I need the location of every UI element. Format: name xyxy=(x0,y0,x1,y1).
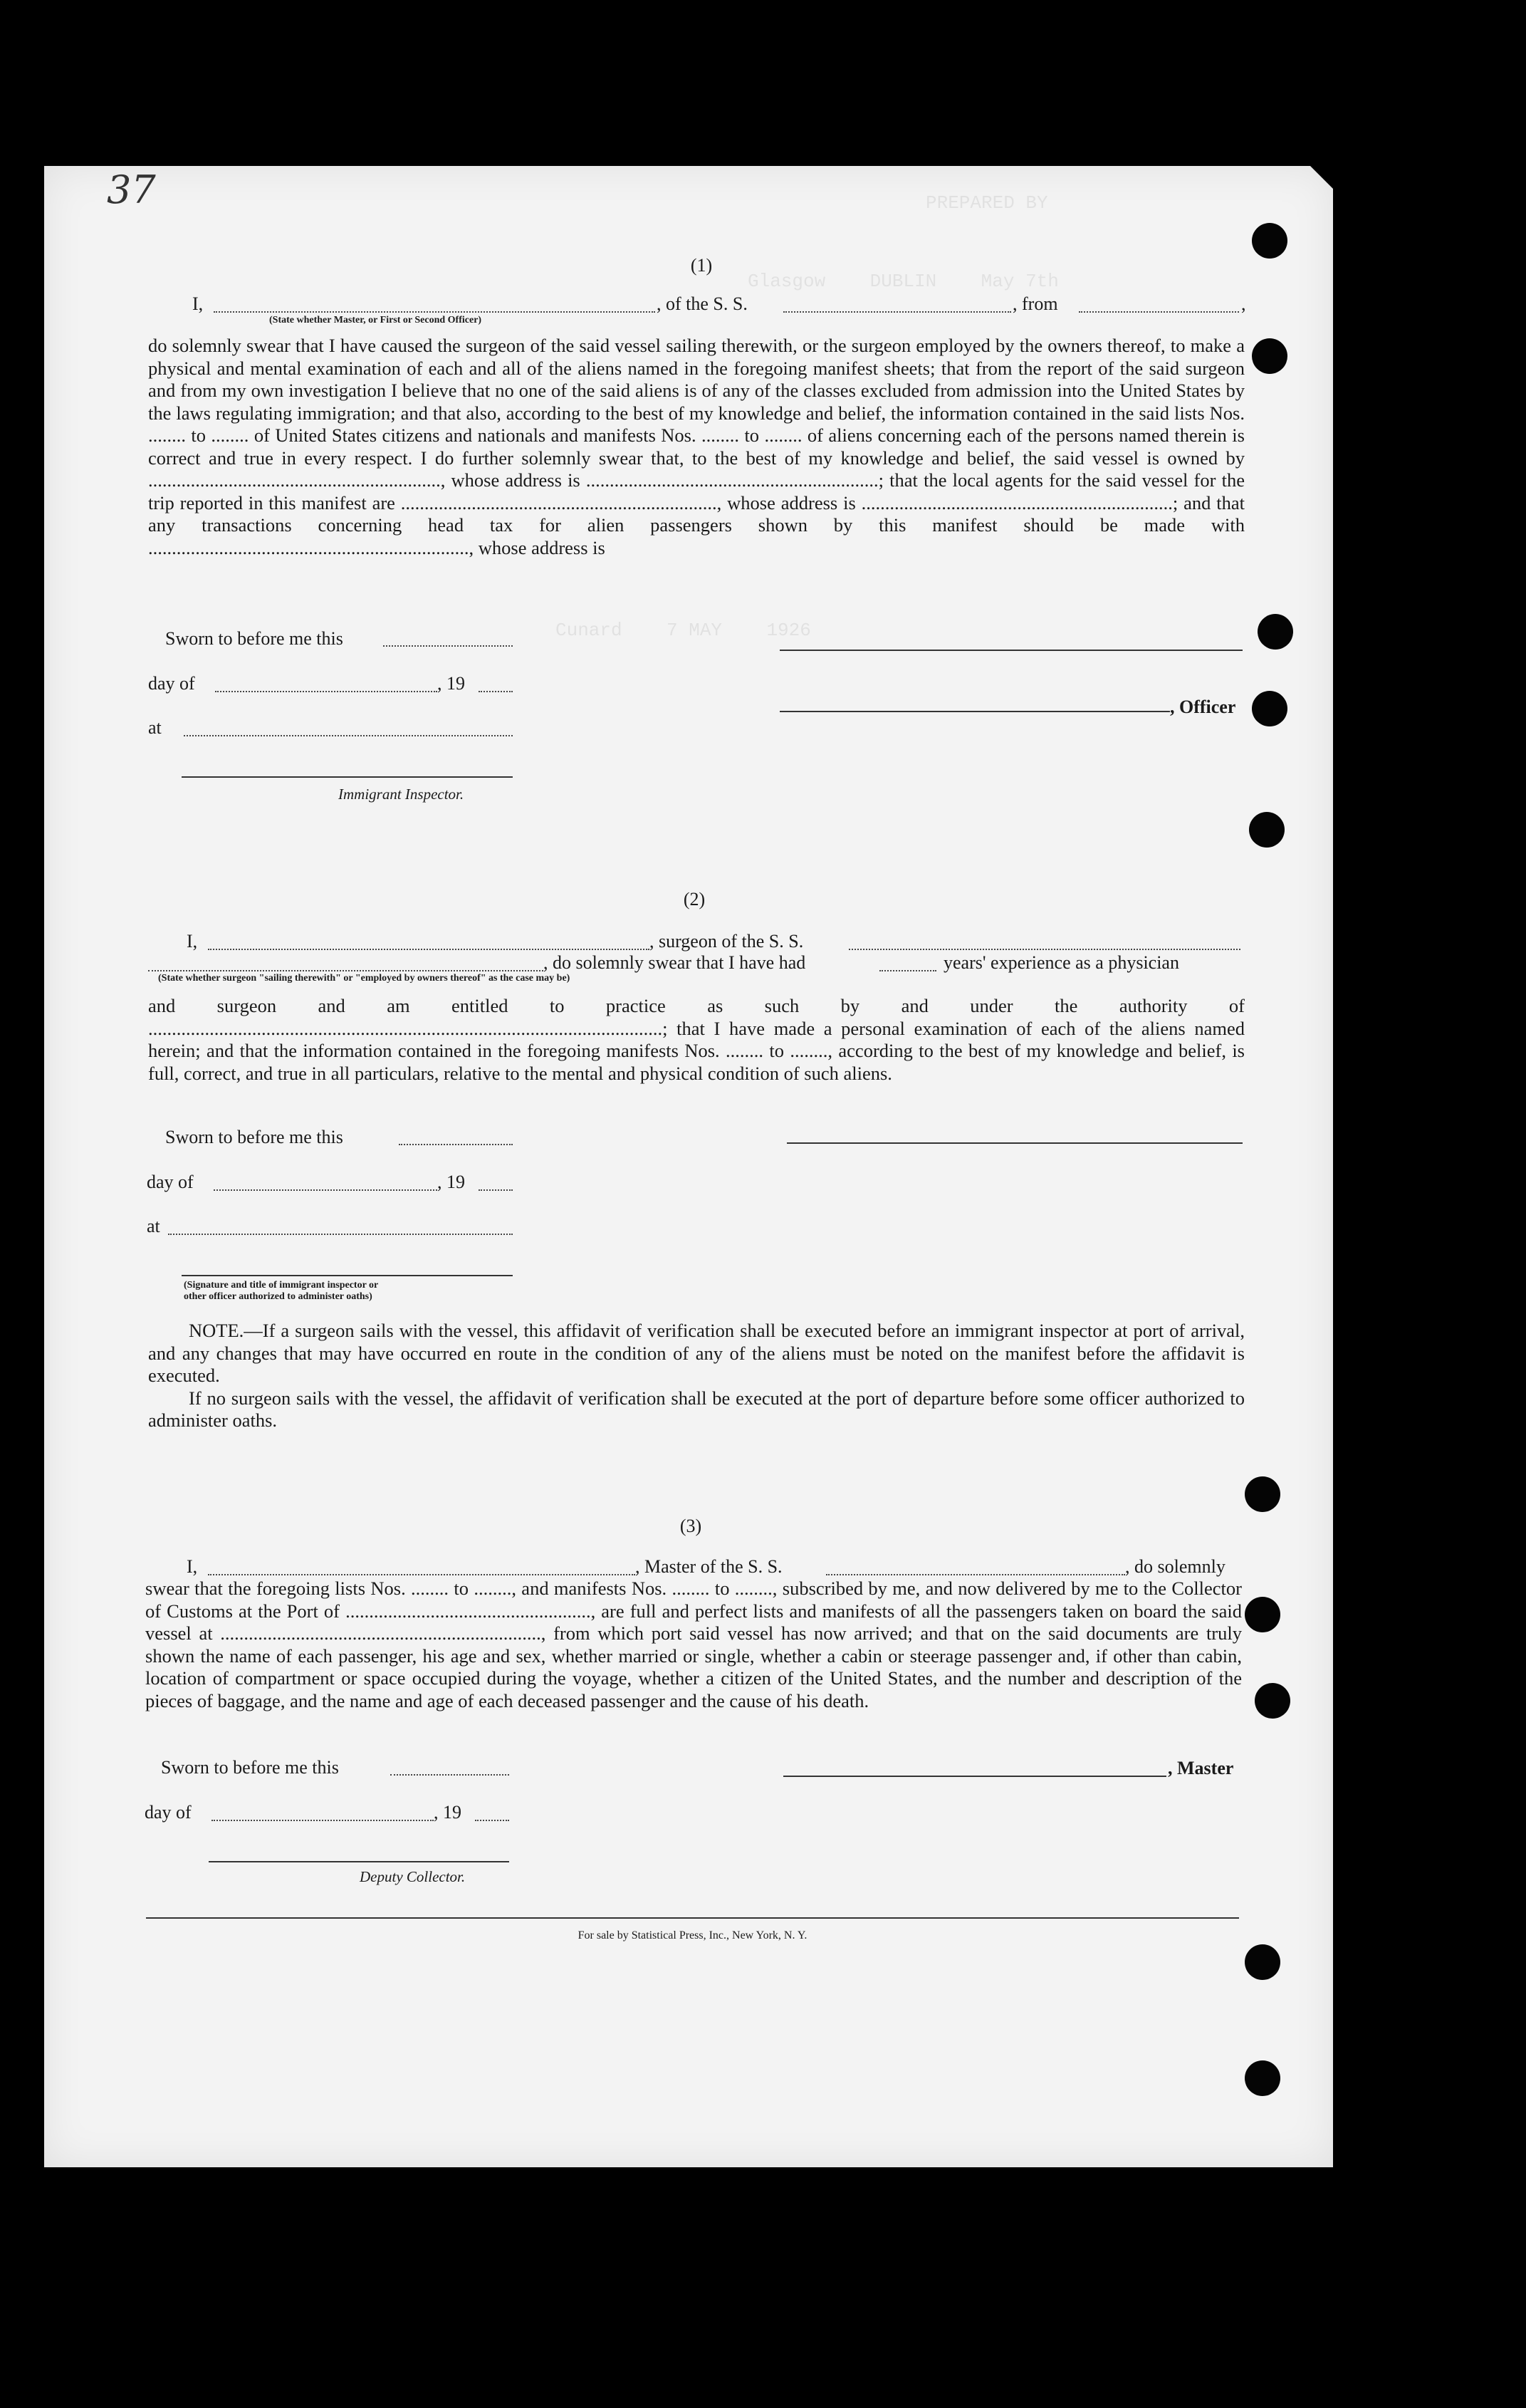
s2-vessel-blank[interactable] xyxy=(849,949,1240,950)
s1-inspector-signature-line[interactable] xyxy=(182,776,513,778)
surgeon-name-blank[interactable] xyxy=(208,949,649,950)
s2-sig-note-2: other officer authorized to administer oaths) xyxy=(184,1291,372,1302)
section-2-number: (2) xyxy=(683,889,706,909)
s3-sworn-blank[interactable] xyxy=(390,1774,509,1776)
s1-of-ss: , of the S. S. xyxy=(657,293,748,314)
s3-day-of: day of xyxy=(145,1802,192,1823)
s2-status-note: (State whether surgeon "sailing therewith" or "employed by owners thereof" as the case may be) xyxy=(158,973,570,984)
s2-year: , 19 xyxy=(437,1172,465,1192)
s2-official-signature-line[interactable] xyxy=(182,1275,513,1276)
punch-hole xyxy=(1245,1944,1280,1980)
s2-years: years' experience as a physician xyxy=(944,952,1179,973)
years-experience-blank[interactable] xyxy=(879,970,936,971)
s1-year: , 19 xyxy=(437,673,465,694)
s1-sworn-label: Sworn to before me this xyxy=(165,628,343,649)
s1-at: at xyxy=(148,717,162,738)
s2-sworn-blank[interactable] xyxy=(399,1144,513,1145)
s3-sworn-label: Sworn to before me this xyxy=(161,1757,339,1778)
punch-hole xyxy=(1258,614,1293,650)
footer-rule xyxy=(146,1917,1239,1919)
s1-officer-label: , Officer xyxy=(1170,697,1236,717)
s2-at: at xyxy=(147,1216,160,1236)
s1-officer-signature-line[interactable] xyxy=(780,711,1170,712)
s2-day-of: day of xyxy=(147,1172,194,1192)
punch-hole xyxy=(1252,691,1287,726)
s1-sworn-blank[interactable] xyxy=(383,645,513,647)
s2-opening: I, xyxy=(187,931,198,952)
section-1-number: (1) xyxy=(690,255,713,276)
s1-from: , from xyxy=(1013,293,1058,314)
s3-day-blank[interactable] xyxy=(211,1820,434,1821)
punch-hole xyxy=(1245,2060,1280,2096)
s2-year-blank[interactable] xyxy=(479,1189,513,1191)
s3-master-signature-line[interactable] xyxy=(783,1776,1166,1777)
punch-hole xyxy=(1252,338,1287,374)
s2-oath-body: and surgeon and am entitled to practice as such by and under the authority of .............................................................................................................; that I have made a personal examination of each of the aliens named herein; and that the information contained in the foregoing manifests Nos. ........ to ........, according to the best of my knowledge and belief, is full, correct, and true in all particulars, relative to the mental and physical condition of such aliens. xyxy=(148,995,1245,1084)
punch-hole xyxy=(1249,812,1285,848)
port-from-blank[interactable] xyxy=(1079,311,1239,313)
s2-day-blank[interactable] xyxy=(214,1189,437,1191)
s3-year: , 19 xyxy=(434,1802,461,1823)
vessel-name-blank[interactable] xyxy=(783,311,1011,313)
surgeon-status-blank[interactable] xyxy=(148,970,543,971)
s3-opening: I, xyxy=(187,1556,198,1577)
master-name-blank[interactable] xyxy=(214,311,655,313)
s1-opening: I, xyxy=(192,293,204,314)
s1-year-blank[interactable] xyxy=(479,691,513,692)
s3-solemnly: , do solemnly xyxy=(1125,1556,1225,1577)
s3-vessel-blank[interactable] xyxy=(826,1574,1125,1575)
s1-signature-line-top[interactable] xyxy=(780,650,1243,651)
s3-master-name-blank[interactable] xyxy=(208,1574,635,1575)
bleed-through-text: PREPARED BY xyxy=(926,192,1048,214)
s1-oath-body: do solemnly swear that I have caused the surgeon of the said vessel sailing therewith, or the surgeon employed by the owners thereof, to make a physical and mental examination of each and all of the aliens named in the foregoing manifest sheets; that from the report of the said surgeon and from my own investigation I believe that no one of the said aliens is of any of the classes excluded from admission into the United States by the laws regulating immigration; and that also, according to the best of my knowledge and belief, the information contained in the said lists Nos. ........ to ........ of United States citizens and nationals and manifests Nos. ........ to ........ of aliens concerning each of the persons named therein is correct and true in every respect. I do further solemnly swear that, to the best of my knowledge and belief, the said vessel is owned by .............................................................., whose address is ..............................................................; that the local agents for the said vessel for the trip reported in this manifest are ..................................................................., whose address is ..................................................................; and that any transactions concerning head tax for alien passengers shown by this manifest should be made with ...................................................................., whose address is xyxy=(148,335,1245,558)
handwritten-number: 37 xyxy=(107,167,156,212)
s3-oath-body: swear that the foregoing lists Nos. ........ to ........, and manifests Nos. ........ to ........, subscribed by me, and now delivered by me to the Collector of Customs at the Port of ...................................................., are full and perfect lists and manifests of all the passengers taken on board the said vessel at ...................................................................., from which port said vessel has now arrived; and that on the said documents are truly shown the name of each passenger, his age and sex, whether married or single, whether a cabin or steerage passenger and, if other than cabin, location of compartment or space occupied during the voyage, whether a citizen of the United States, and the number and description of the pieces of baggage, and the name and age of each deceased passenger and the cause of his death. xyxy=(145,1578,1242,1711)
note-label: NOTE. xyxy=(189,1320,244,1341)
s2-sig-note-1: (Signature and title of immigrant inspector or xyxy=(184,1280,379,1291)
s2-swear: , do solemnly swear that I have had xyxy=(543,952,806,973)
s2-surgeon-of: , surgeon of the S. S. xyxy=(649,931,804,952)
folded-corner xyxy=(1310,166,1353,209)
s1-inspector-label: Immigrant Inspector. xyxy=(338,786,464,803)
s2-at-blank[interactable] xyxy=(168,1234,513,1235)
s2-note: NOTE.—If a surgeon sails with the vessel, this affidavit of verification shall be executed before an immigrant inspector at port of arrival, and any changes that may have occurred en route in the condition of any of the aliens must be noted on the manifest before the affidavit is executed. If no surgeon sails with the vessel, the affidavit of verification shall be executed at the port of departure before some officer authorized to administer oaths. xyxy=(148,1320,1245,1431)
s2-signature-line[interactable] xyxy=(787,1142,1243,1144)
printer-footer: For sale by Statistical Press, Inc., New York, N. Y. xyxy=(578,1929,808,1941)
punch-hole xyxy=(1255,1683,1290,1719)
s1-role-note: (State whether Master, or First or Second Officer) xyxy=(269,315,482,325)
section-3-number: (3) xyxy=(679,1516,702,1536)
punch-hole xyxy=(1252,223,1287,259)
s1-day-of: day of xyxy=(148,673,195,694)
s3-year-blank[interactable] xyxy=(475,1820,509,1821)
bleed-through-text: Glasgow DUBLIN May 7th xyxy=(748,271,1059,292)
s1-at-blank[interactable] xyxy=(184,735,513,736)
s3-deputy-label: Deputy Collector. xyxy=(360,1868,466,1885)
s3-master-label: , Master xyxy=(1168,1758,1234,1778)
s3-master-of: , Master of the S. S. xyxy=(635,1556,783,1577)
s3-deputy-signature-line[interactable] xyxy=(209,1861,509,1862)
punch-hole xyxy=(1245,1476,1280,1512)
bleed-through-text: Cunard 7 MAY 1926 xyxy=(555,620,811,641)
s1-day-blank[interactable] xyxy=(215,691,437,692)
s2-sworn-label: Sworn to before me this xyxy=(165,1127,343,1147)
punch-hole xyxy=(1245,1597,1280,1632)
